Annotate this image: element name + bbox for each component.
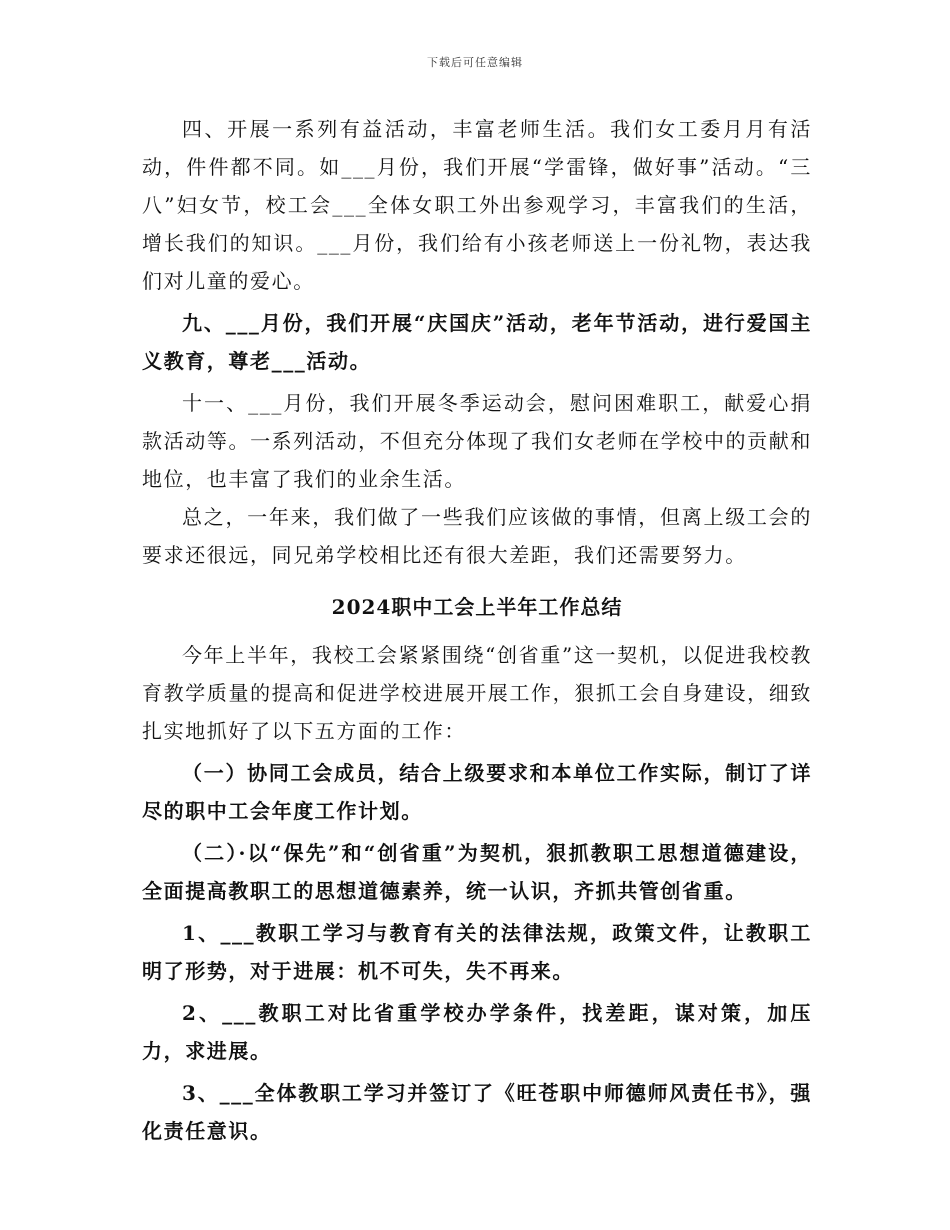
paragraph-intro: 今年上半年，我校工会紧紧围绕“创省重”这一契机，以促进我校教育教学质量的提高和促进学校进展开展工作，狠抓工会自身建设，细致扎实地抓好了以下五方面的工作： — [142, 643, 812, 743]
item-2-2: 2、___教职工对比省重学校办学条件，找差距，谋对策，加压力，求进展。 — [142, 1001, 812, 1063]
document-body — [142, 110, 812, 1154]
item-2-1: 1、___教职工学习与教育有关的法律法规，政策文件，让教职工明了形势，对于进展：机不可失，失不再来。 — [142, 921, 812, 983]
header-note: 下载后可任意编辑 — [427, 56, 523, 69]
paragraph-conclusion: 总之，一年来，我们做了一些我们应该做的事情，但离上级工会的要求还很远，同兄弟学校相比还有很大差距，我们还需要努力。 — [142, 505, 812, 567]
item-2-3: 3、___全体教职工学习并签订了《旺苍职中师德师风责任书》，强化责任意识。 — [142, 1081, 812, 1143]
paragraph-winter-sports: 十一、___月份，我们开展冬季运动会，慰问困难职工，献爱心捐款活动等。一系列活动，不但充分体现了我们女老师在学校中的贡献和地位，也丰富了我们的业余生活。 — [142, 391, 812, 491]
paragraph-activities: 四、开展一系列有益活动，丰富老师生活。我们女工委月月有活动，件件都不同。如___月份，我们开展“学雷锋，做好事”活动。“三八”妇女节，校工会___全体女职工外出参观学习，丰富我们的生活，增长我们的知识。___月份，我们给有小孩老师送上一份礼物，表达我们对儿童的爱心。 — [142, 117, 812, 293]
item-2: （二）·以“保先”和“创省重”为契机，狠抓教职工思想道德建设，全面提高教职工的思想道德素养，统一认识，齐抓共管创省重。 — [142, 841, 812, 903]
item-1: （一）协同工会成员，结合上级要求和本单位工作实际，制订了详尽的职中工会年度工作计划。 — [142, 761, 812, 823]
paragraph-national-day: 九、___月份，我们开展“庆国庆”活动，老年节活动，进行爱国主义教育，尊老___活动。 — [142, 311, 812, 373]
section-title: 2024职中工会上半年工作总结 — [331, 595, 623, 619]
